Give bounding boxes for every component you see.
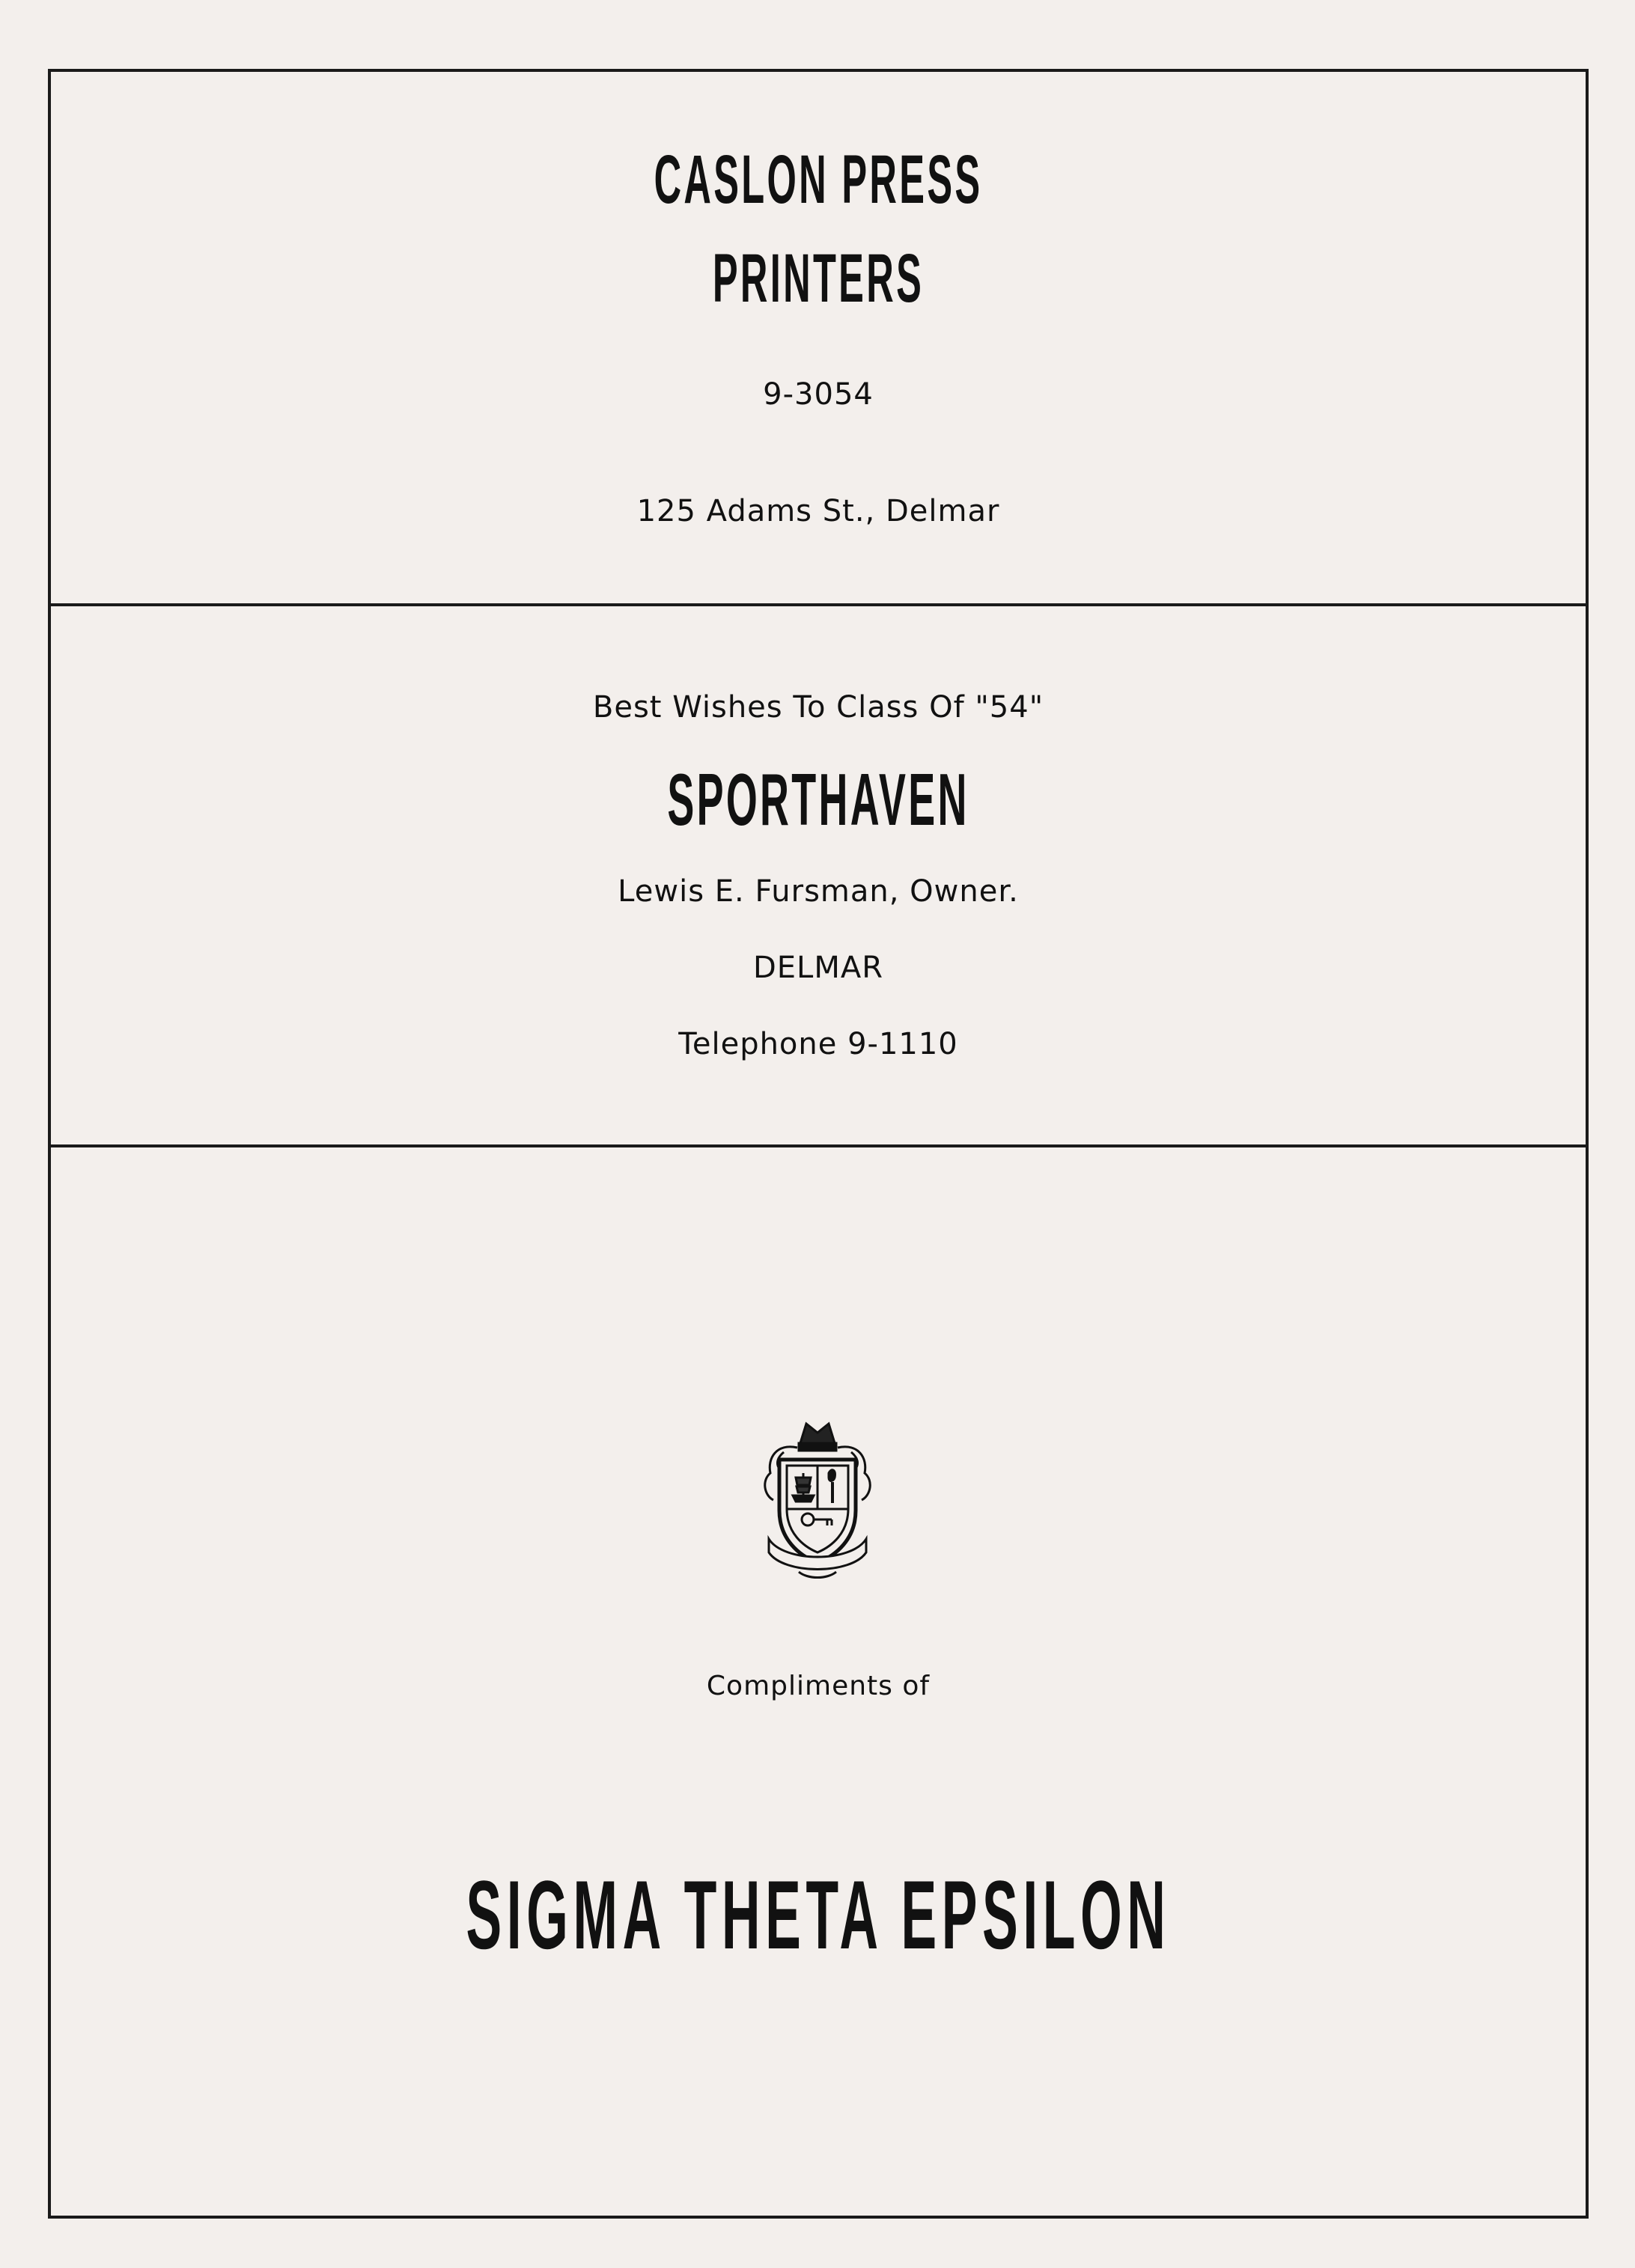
sporthaven-town: DELMAR: [752, 951, 884, 985]
sporthaven-owner: Lewis E. Fursman, Owner.: [618, 874, 1019, 909]
section-divider: [48, 1144, 1589, 1147]
sporthaven-phone: Telephone 9-1110: [678, 1027, 958, 1061]
caslon-press-phone: 9-3054: [763, 377, 874, 412]
caslon-press-subtitle: PRINTERS: [712, 240, 925, 317]
sigma-compliments: Compliments of: [706, 1671, 931, 1701]
fraternity-crest-icon: [754, 1413, 881, 1582]
sporthaven-title: SPORTHAVEN: [667, 758, 969, 841]
sporthaven-wishes: Best Wishes To Class Of "54": [592, 690, 1044, 725]
caslon-press-title: CASLON PRESS: [654, 141, 983, 218]
caslon-press-address: 125 Adams St., Delmar: [636, 494, 1000, 528]
sigma-theta-epsilon-title: SIGMA THETA EPSILON: [466, 1860, 1171, 1969]
section-divider: [48, 603, 1589, 606]
